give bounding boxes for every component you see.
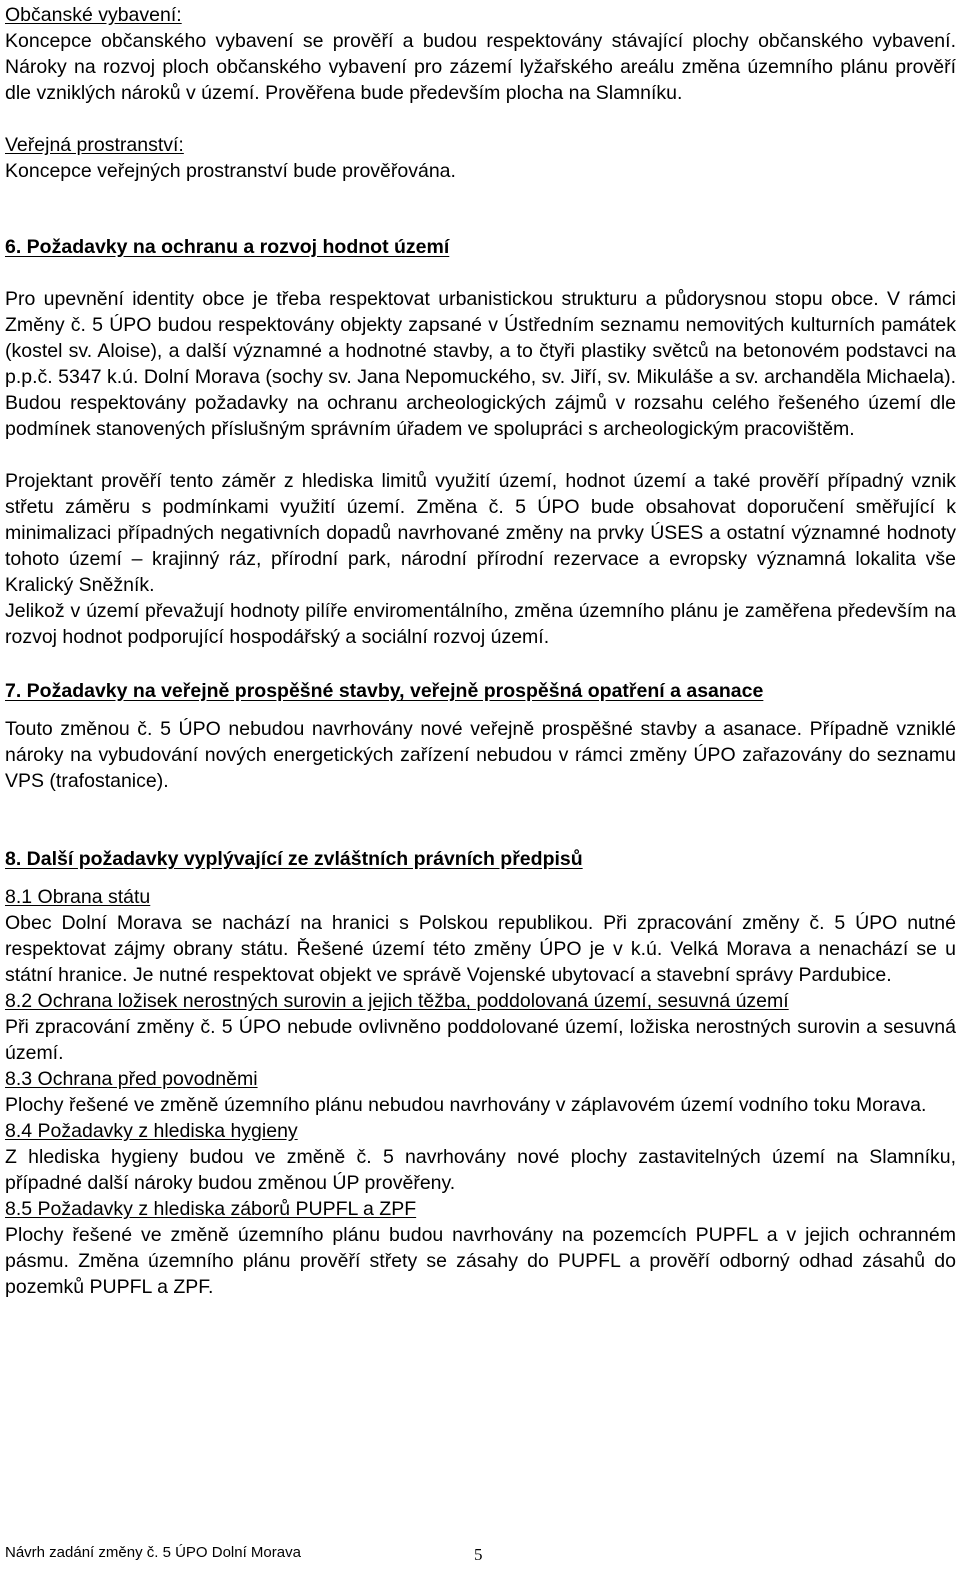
section-6-paragraph-2: Projektant prověří tento záměr z hlediska limitů využití území, hodnot území a také prověří případný vznik střetu záměru s podmínkami využití území. Změna č. 5 ÚPO bude obsahovat doporučení směřující k minimalizaci případných negativních dopadů navrhované změny na prvky ÚSES a ostatní významné hodnoty tohoto území – krajinný ráz, přírodní park, národní přírodní rezervace a evropsky významná lokalita vše Kralický Sněžník.: [5, 470, 956, 596]
subsection-heading: 8.2 Ochrana ložisek nerostných surovin a jejich těžba, poddolovaná území, sesuvná území: [5, 990, 789, 1012]
section-7-title: 7. Požadavky na veřejně prospěšné stavby, veřejně prospěšná opatření a asanace: [5, 680, 764, 702]
public-space-text: Koncepce veřejných prostranství bude prověřována.: [5, 160, 456, 182]
subsection-heading: 8.4 Požadavky z hlediska hygieny: [5, 1120, 298, 1142]
subsection-8-2: [5, 988, 956, 1066]
section-6-paragraph-3: Jelikož v území převažují hodnoty pilíře enviromentálního, změna územního plánu je zaměřena především na rozvoj hodnot podporující hospodářský a sociální rozvoj území.: [5, 600, 956, 648]
subsection-text: Při zpracování změny č. 5 ÚPO nebude ovlivněno poddolované území, ložiska nerostných surovin a sesuvná území.: [5, 1016, 956, 1064]
subsection-text: Z hlediska hygieny budou ve změně č. 5 navrhovány nové plochy zastavitelných území na Slamníku, případné další nároky budou změnou ÚP prověřeny.: [5, 1146, 956, 1194]
section-8-title: 8. Další požadavky vyplývající ze zvláštních právních předpisů: [5, 848, 583, 870]
public-space-heading: Veřejná prostranství:: [5, 134, 184, 156]
subsection-heading: 8.5 Požadavky z hlediska záborů PUPFL a ZPF: [5, 1198, 417, 1220]
footer-text: Návrh zadání změny č. 5 ÚPO Dolní Morava: [5, 1544, 301, 1561]
subsection-8-1: [5, 884, 956, 988]
civic-heading: Občanské vybavení:: [5, 4, 182, 26]
subsection-8-5: [5, 1196, 956, 1300]
subsection-8-4: [5, 1118, 956, 1196]
page-number: 5: [474, 1545, 483, 1564]
section-6-paragraph-1: Pro upevnění identity obce je třeba respektovat urbanistickou strukturu a půdorysnou stopu obce. V rámci Změny č. 5 ÚPO budou respektovány objekty zapsané v Ústředním seznamu nemovitých kulturních památek (kostel sv. Aloise), a další významné a hodnotné stavby, a to čtyři plastiky světců na betonovém podstavci na p.p.č. 5347 k.ú. Dolní Morava (sochy sv. Jana Nepomuckého, sv. Jiří, sv. Mikuláše a sv. archanděla Michaela). Budou respektovány požadavky na ochranu archeologických zájmů v rozsahu celého řešeného území dle podmínek stanovených příslušným správním úřadem ve spolupráci s archeologickým pracovištěm.: [5, 288, 956, 440]
civic-text: Koncepce občanského vybavení se prověří a budou respektovány stávající plochy občanského vybavení. Nároky na rozvoj ploch občanského vybavení pro zázemí lyžařského areálu změna územního plánu prověří dle vzniklých nároků v území. Prověřena bude především plocha na Slamníku.: [5, 30, 956, 104]
section-7-paragraph-1: Touto změnou č. 5 ÚPO nebudou navrhovány nové veřejně prospěšné stavby a asanace. Případně vzniklé nároky na vybudování nových energetických zařízení nebudou v rámci změny ÚPO zařazovány do seznamu VPS (trafostanice).: [5, 718, 956, 792]
subsection-heading: 8.1 Obrana státu: [5, 886, 151, 908]
subsection-text: Plochy řešené ve změně územního plánu nebudou navrhovány v záplavovém území vodního toku Morava.: [5, 1094, 927, 1116]
subsection-text: Plochy řešené ve změně územního plánu budou navrhovány na pozemcích PUPFL a v jejich ochranném pásmu. Změna územního plánu prověří střety se zásahy do PUPFL a prověří odborný odhad zásahů do pozemků PUPFL a ZPF.: [5, 1224, 956, 1298]
document-page: [5, 2, 956, 1300]
subsection-text: Obec Dolní Morava se nachází na hranici s Polskou republikou. Při zpracování změny č. 5 ÚPO nutné respektovat zájmy obrany státu. Řešené území této změny ÚPO je v k.ú. Velká Morava a nenachází se u státní hranice. Je nutné respektovat objekt ve správě Vojenské ubytovací a stavební správy Pardubice.: [5, 912, 956, 986]
subsection-8-3: [5, 1066, 956, 1118]
subsection-heading: 8.3 Ochrana před povodněmi: [5, 1068, 258, 1090]
section-6-title: 6. Požadavky na ochranu a rozvoj hodnot území: [5, 236, 450, 258]
